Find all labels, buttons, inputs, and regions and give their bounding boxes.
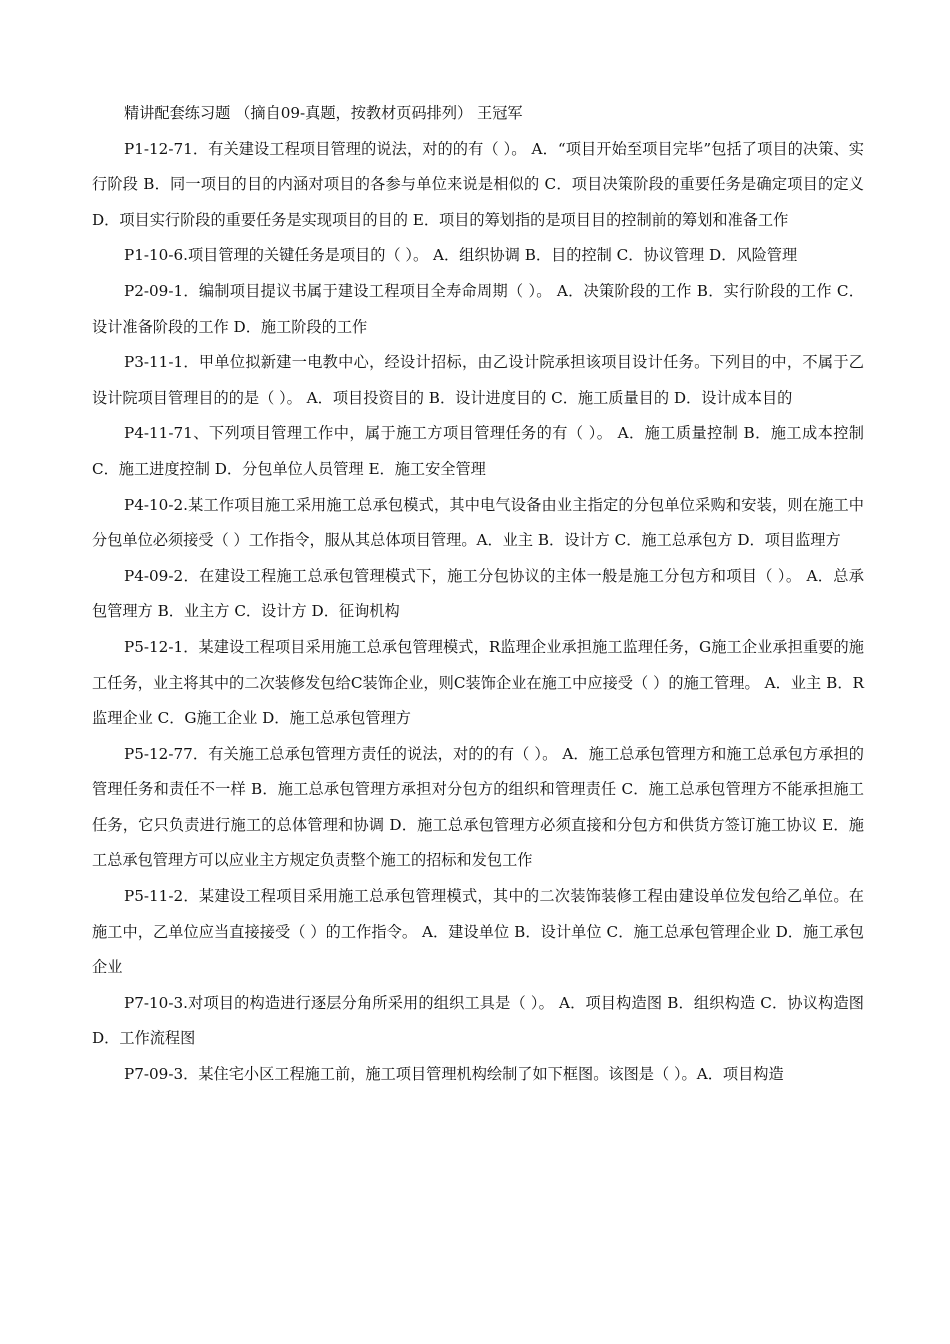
document-page: [92, 96, 864, 1093]
question-p5-12-77: P5-12-77．有关施工总承包管理方责任的说法，对的的有（ ）。 A．施工总承包管理方和施工总承包方承担的管理任务和责任不一样 B．施工总承包管理方承担对分包方的组织和管理责任 C．施工总承包管理方不能承担施工任务，它只负责进行施工的总体管理和协调 D．施工总承包管理方必须直接和分包方和供货方签订施工协议 E．施工总承包管理方可以应业主方规定负责整个施工的招标和发包工作: [92, 744, 864, 870]
question-p4-10-2: P4-10-2.某工作项目施工采用施工总承包模式，其中电气设备由业主指定的分包单位采购和安装，则在施工中分包单位必须接受（ ）工作指令，服从其总体项目管理。A．业主 B．设计方 C．施工总承包方 D．项目监理方: [92, 495, 864, 550]
question-p5-12-1: P5-12-1．某建设工程项目采用施工总承包管理模式，R监理企业承担施工监理任务，G施工企业承担重要的施工任务，业主将其中的二次装修发包给C装饰企业，则C装饰企业在施工中应接受（ ）的施工管理。 A．业主 B．R监理企业 C．G施工企业 D．施工总承包管理方: [92, 637, 864, 728]
document-header: 精讲配套练习题 （摘自09-真题，按教材页码排列） 王冠军: [124, 104, 523, 122]
question-p2-09-1: P2-09-1．编制项目提议书属于建设工程项目全寿命周期（ ）。 A．决策阶段的工作 B．实行阶段的工作 C．设计准备阶段的工作 D．施工阶段的工作: [92, 281, 864, 336]
question-p4-09-2: P4-09-2．在建设工程施工总承包管理模式下，施工分包协议的主体一般是施工分包方和项目（ ）。 A．总承包管理方 B．业主方 C．设计方 D．征询机构: [92, 566, 864, 621]
question-p4-11-71: P4-11-71、下列项目管理工作中，属于施工方项目管理任务的有（ ）。 A．施工质量控制 B．施工成本控制 C．施工进度控制 D．分包单位人员管理 E．施工安全管理: [92, 424, 864, 478]
question-p7-10-3: P7-10-3.对项目的构造进行逐层分角所采用的组织工具是（ ）。 A．项目构造图 B．组织构造 C．协议构造图 D．工作流程图: [92, 993, 864, 1048]
question-p3-11-1: P3-11-1．甲单位拟新建一电教中心，经设计招标，由乙设计院承担该项目设计任务。下列目的中，不属于乙设计院项目管理目的的是（ ）。 A．项目投资目的 B．设计进度目的 C．施工质量目的 D．设计成本目的: [92, 353, 864, 407]
question-p1-12-71: P1-12-71．有关建设工程项目管理的说法，对的的有（ ）。 A．“项目开始至项目完毕”包括了项目的决策、实行阶段 B．同一项目的目的内涵对项目的各参与单位来说是相似的 C．项目决策阶段的重要任务是确定项目的定义 D．项目实行阶段的重要任务是实现项目的目的 E．项目的筹划指的是项目目的控制前的筹划和准备工作: [92, 139, 864, 229]
question-p1-10-6: P1-10-6.项目管理的关键任务是项目的（ ）。 A．组织协调 B．目的控制 C．协议管理 D．风险管理: [124, 246, 798, 265]
question-p7-09-3: P7-09-3．某住宅小区工程施工前，施工项目管理机构绘制了如下框图。该图是（ ）。A．项目构造: [124, 1065, 784, 1084]
question-p5-11-2: P5-11-2．某建设工程项目采用施工总承包管理模式，其中的二次装饰装修工程由建设单位发包给乙单位。在施工中，乙单位应当直接接受（ ）的工作指令。 A．建设单位 B．设计单位 C．施工总承包管理企业 D．施工承包企业: [92, 887, 864, 977]
